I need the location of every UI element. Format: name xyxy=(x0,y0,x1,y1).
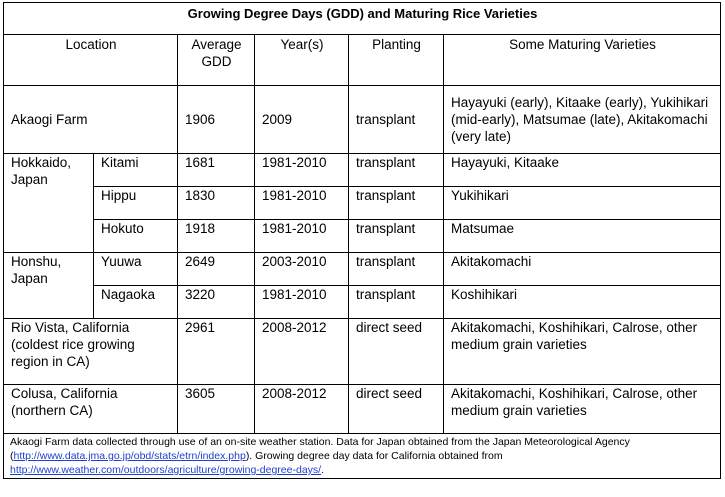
location-cell: Colusa, California (northern CA) xyxy=(4,385,178,434)
location-cell: Rio Vista, California (coldest rice growing region in CA) xyxy=(4,319,178,385)
years-cell: 2009 xyxy=(255,86,349,154)
varieties-cell: Matsumae xyxy=(444,220,721,253)
planting-cell: transplant xyxy=(349,286,444,319)
header-location: Location xyxy=(4,35,178,86)
varieties-cell: Yukihikari xyxy=(444,187,721,220)
years-cell: 2003-2010 xyxy=(255,253,349,286)
header-varieties: Some Maturing Varieties xyxy=(444,35,721,86)
table-footnote xyxy=(4,434,721,479)
table-row xyxy=(4,187,721,220)
gdd-cell: 3605 xyxy=(178,385,255,434)
years-cell: 1981-2010 xyxy=(255,187,349,220)
gdd-cell: 1906 xyxy=(178,86,255,154)
varieties-cell: Hayayuki (early), Kitaake (early), Yukihikari (mid-early), Matsumae (late), Akitakomachi (very late) xyxy=(444,86,721,154)
gdd-cell: 3220 xyxy=(178,286,255,319)
footnote-text: Akaogi Farm data collected through use of an on-site weather station. Data for Japan obtained from the Japan Meteorological Agency ( xyxy=(10,436,630,462)
header-years: Year(s) xyxy=(255,35,349,86)
varieties-cell: Akitakomachi, Koshihikari, Calrose, other medium grain varieties xyxy=(444,319,721,385)
years-cell: 2008-2012 xyxy=(255,319,349,385)
gdd-cell: 2961 xyxy=(178,319,255,385)
years-cell: 2008-2012 xyxy=(255,385,349,434)
table-title: Growing Degree Days (GDD) and Maturing Rice Varieties xyxy=(4,3,721,35)
city-cell: Hokuto xyxy=(94,220,178,253)
planting-cell: transplant xyxy=(349,253,444,286)
varieties-cell: Koshihikari xyxy=(444,286,721,319)
city-cell: Nagaoka xyxy=(94,286,178,319)
footnote-text: . xyxy=(321,464,324,476)
region-cell: Honshu, Japan xyxy=(4,253,94,319)
region-cell: Hokkaido, Japan xyxy=(4,154,94,253)
jma-link[interactable]: http://www.data.jma.go.jp/obd/stats/etrn/index.php xyxy=(13,450,246,462)
planting-cell: direct seed xyxy=(349,385,444,434)
city-cell: Kitami xyxy=(94,154,178,187)
planting-cell: transplant xyxy=(349,220,444,253)
years-cell: 1981-2010 xyxy=(255,286,349,319)
table-row xyxy=(4,385,721,434)
years-cell: 1981-2010 xyxy=(255,154,349,187)
city-cell: Yuuwa xyxy=(94,253,178,286)
table-row xyxy=(4,319,721,385)
planting-cell: direct seed xyxy=(349,319,444,385)
varieties-cell: Akitakomachi, Koshihikari, Calrose, other medium grain varieties xyxy=(444,385,721,434)
header-average-gdd: Average GDD xyxy=(178,35,255,86)
footnote-text: ). Growing degree day data for California obtained from xyxy=(245,450,503,462)
table-row xyxy=(4,253,721,286)
gdd-cell: 1681 xyxy=(178,154,255,187)
table-row xyxy=(4,154,721,187)
planting-cell: transplant xyxy=(349,86,444,154)
table-row xyxy=(4,286,721,319)
table-row xyxy=(4,86,721,154)
city-cell: Hippu xyxy=(94,187,178,220)
gdd-cell: 2649 xyxy=(178,253,255,286)
planting-cell: transplant xyxy=(349,187,444,220)
header-planting: Planting xyxy=(349,35,444,86)
location-cell: Akaogi Farm xyxy=(4,86,178,154)
gdd-cell: 1830 xyxy=(178,187,255,220)
weather-link[interactable]: http://www.weather.com/outdoors/agriculture/growing-degree-days/ xyxy=(10,464,322,476)
planting-cell: transplant xyxy=(349,154,444,187)
table-row xyxy=(4,220,721,253)
gdd-table xyxy=(3,2,721,479)
varieties-cell: Hayayuki, Kitaake xyxy=(444,154,721,187)
gdd-cell: 1918 xyxy=(178,220,255,253)
varieties-cell: Akitakomachi xyxy=(444,253,721,286)
years-cell: 1981-2010 xyxy=(255,220,349,253)
